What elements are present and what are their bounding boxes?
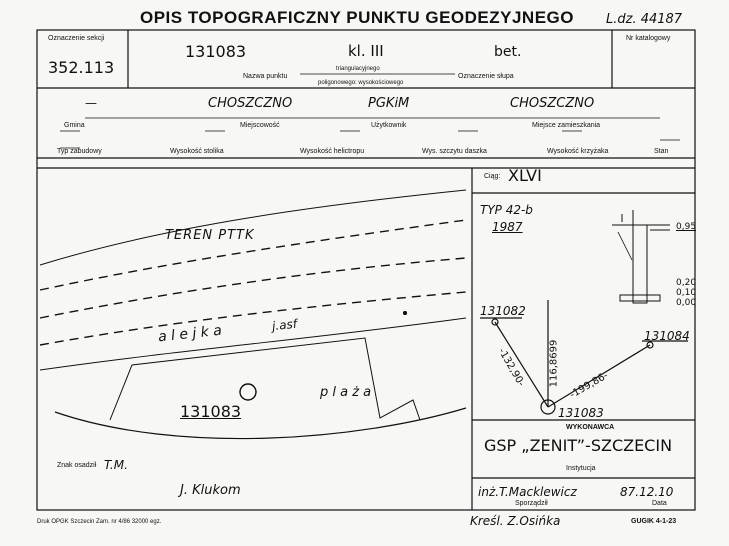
col-wysokosc-krzyzaka: Wysokość krzyżaka: [547, 148, 609, 155]
miejscowosc-label: Miejscowość: [240, 122, 280, 129]
col-wysokosc-stolika: Wysokość stolika: [170, 148, 224, 155]
uzytkownik-label: Użytkownik: [371, 122, 407, 129]
road-edge-line: [40, 318, 466, 370]
catalog-label: Nr katalogowy: [626, 35, 671, 42]
type-line-2: poligonowego: wysokościowego: [318, 80, 404, 86]
point-number: 131083: [185, 42, 247, 61]
distance-right: -199,86-: [568, 370, 611, 401]
depth-1: 0,20: [676, 278, 697, 288]
type-line-1: triangulacyjnego: [336, 66, 380, 72]
base-plate: [620, 295, 660, 301]
col-typ-zabudowy: Typ zabudowy: [57, 148, 102, 155]
beach-fence-line: [110, 338, 420, 420]
gmina-value: —: [85, 96, 97, 110]
form-title: OPIS TOPOGRAFICZNY PUNKTU GEODEZYJNEGO: [140, 8, 574, 27]
ciag-label: Ciąg:: [484, 173, 501, 180]
mark-value: T.M.: [104, 458, 128, 472]
miejscowosc-value: CHOSZCZNO: [208, 96, 293, 111]
sporzadzil-label: Sporządził: [515, 500, 548, 507]
pillar-body: [633, 225, 647, 303]
col-wys-szczytu: Wys. szczytu daszka: [422, 148, 487, 155]
center-point: 131083: [558, 406, 604, 420]
asphalt-label: j.asf: [271, 316, 298, 334]
section-label: Oznaczenie sekcji: [48, 35, 105, 42]
ciag-value: XLVI: [508, 166, 542, 185]
point-class: kl. III: [348, 42, 384, 60]
map-point-number: 131083: [180, 402, 242, 421]
marker-year: 1987: [492, 220, 523, 234]
wykonawca-label: WYKONAWCA: [566, 424, 615, 431]
data-label: Data: [652, 500, 667, 507]
ldz-number: L.dz. 44187: [606, 12, 683, 27]
depth-3: 0,00: [676, 298, 697, 308]
alley-edge-line: [40, 292, 466, 345]
col-stan: Stan: [654, 148, 669, 155]
point-131083-marker: [240, 384, 256, 400]
col-wysokosc-heliotropu: Wysokość helictropu: [300, 148, 365, 155]
point-bet: bet.: [494, 44, 522, 60]
point-name-label: Nazwa punktu: [243, 73, 288, 80]
distance-up: 116,8699: [548, 339, 560, 388]
terrain-label: TEREN PTTK: [165, 228, 255, 243]
gmina-label: Gmina: [64, 122, 85, 129]
beach-boundary-line: [55, 408, 466, 439]
drafter-name: inż.T.Macklewicz: [478, 485, 577, 499]
print-note: Druk OPGK Szczecin Zam. nr 4/86 32000 egz.: [37, 519, 162, 525]
marker-type: TYP 42-b: [480, 203, 533, 217]
zamieszkania-value: CHOSZCZNO: [510, 96, 595, 111]
alley-label: a l e j k a: [157, 322, 223, 346]
uzytkownik-value: PGKiM: [368, 96, 410, 111]
section-value: 352.113: [48, 58, 115, 77]
neighbor-left: 131082: [480, 304, 526, 318]
alley-edge-line: [40, 258, 466, 318]
company-name: GSP „ZENIT”-SZCZECIN: [484, 436, 673, 455]
depth-top: 0,95: [676, 222, 697, 232]
form-code: GUGIK 4-1-23: [631, 518, 677, 525]
instytucja-label: Instytucja: [566, 465, 596, 472]
station-sketch: [612, 210, 670, 303]
zamieszkania-label: Miejsce zamieszkania: [532, 122, 601, 129]
depth-2: 0,10: [676, 288, 697, 298]
distance-left: -132,90-: [495, 346, 527, 389]
kreslil: Kreśl. Z.Osińka: [470, 514, 561, 528]
neighbor-right: 131084: [644, 329, 690, 343]
pillar-label: Oznaczenie słupa: [458, 73, 514, 80]
map-author: J. Klukom: [180, 483, 241, 498]
mark-label: Znak osadził: [57, 462, 97, 469]
draft-date: 87.12.10: [620, 485, 674, 499]
beach-label: p l a ż a: [320, 385, 372, 400]
map-dots: [403, 311, 407, 315]
